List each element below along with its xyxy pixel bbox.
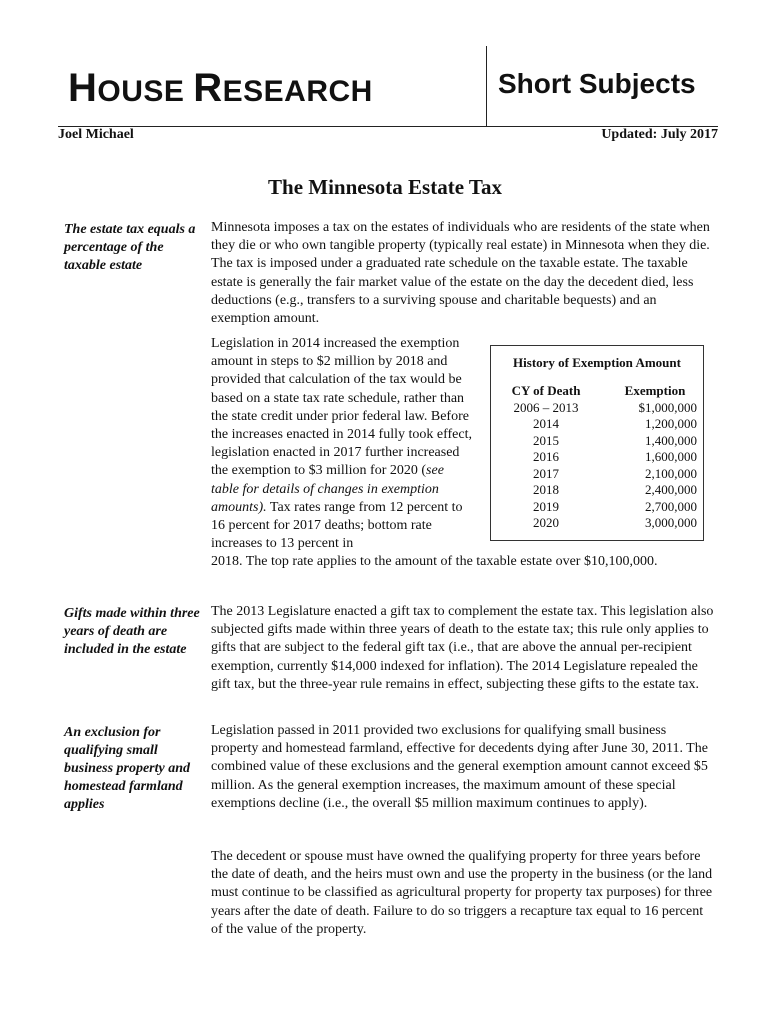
table-title: History of Exemption Amount [513, 355, 681, 370]
margin-note-exclusion: An exclusion for qualifying small business property and homestead farmland applies [64, 725, 191, 812]
paragraph-exclusion: Legislation passed in 2011 provided two exclusions for qualifying small business property and homestead farmland, effective for decedents dying after June 30, 2011. The combined value of these exclusions and the general exemption amount cannot exceed $5 million. As the general exemption increases, the maximum amount of these special exemptions decline (i.e., the overall $5 million maximum continues to apply). [211, 723, 708, 811]
margin-note-gifts: Gifts made within three years of death are included in the estate [64, 606, 200, 657]
table-row: 2019 2,700,000 [533, 498, 697, 514]
paragraph-gift-tax: The 2013 Legislature enacted a gift tax to complement the estate tax. This legislation also subjected gifts made within three years of death to the estate tax; this rule only applies to gifts that are subject to the federal gift tax (i.e., that are above the annual per-recipient exemption, currently $14,000 indexed for inflation). The 2014 Legislature repealed the gift tax, but the three-year rule remains in effect, subjecting these gifts to the estate tax. [211, 604, 714, 692]
series-title: Short Subjects [498, 68, 696, 99]
table-row: 2017 2,100,000 [533, 465, 697, 481]
exemption-history-table [490, 345, 704, 541]
masthead-divider [486, 46, 487, 126]
table-row: 2018 2,400,000 [533, 482, 697, 497]
table-header-row: CY of Death Exemption [511, 383, 686, 398]
paragraph-legislation-2014: Legislation in 2014 increased the exemption amount in steps to $2 million by 2018 and provided that calculation of the tax would be based on a state tax rate schedule, rather than the state credit under prior federal law. Before the increases enacted in 2014 fully took effect, legislation enacted in 2017 further increased the exemption to $3 million for 2020 (see table for details of changes in exemption amounts). Tax rates range from 12 percent to 16 percent for 2017 deaths; bottom rate increases to 13 percent in 2018. The top rate applies to the amount of the taxable estate over $10,100,000. [211, 336, 658, 570]
table-row: 2015 1,400,000 [533, 432, 697, 448]
paragraph-recapture: The decedent or spouse must have owned the qualifying property for three years before the date of death, and the heirs must own and use the property in the business (or the land must continue to be classified as agricultural property for property tax purposes) for three years after the date of death. Failure to do so triggers a recapture tax equal to 16 percent of the value of the property. [211, 849, 713, 937]
table-row: 2020 3,000,000 [533, 515, 697, 530]
paragraph-estate-tax-intro: Minnesota imposes a tax on the estates of individuals who are residents of the state when they die or who own tangible property (typically real estate) in Minnesota when they die. The tax is imposed under a graduated rate schedule on the taxable estate. The taxable estate is generally the fair market value of the estate on the day the decedent died, less deductions (e.g., transfers to a surviving spouse and charitable bequests) and an exemption amount. [211, 220, 710, 327]
author: Joel Michael [58, 127, 134, 142]
document-title: The Minnesota Estate Tax [268, 175, 502, 199]
updated-date: Updated: July 2017 [601, 127, 718, 142]
table-row: 2014 1,200,000 [533, 416, 697, 431]
house-research-title: HOUSE RESEARCH [68, 66, 373, 110]
table-row: 2016 1,600,000 [533, 449, 697, 464]
masthead [58, 46, 718, 132]
table-row: 2006 – 2013 $1,000,000 [513, 399, 697, 415]
margin-note-estate-tax: The estate tax equals a percentage of the taxable estate [64, 222, 196, 273]
